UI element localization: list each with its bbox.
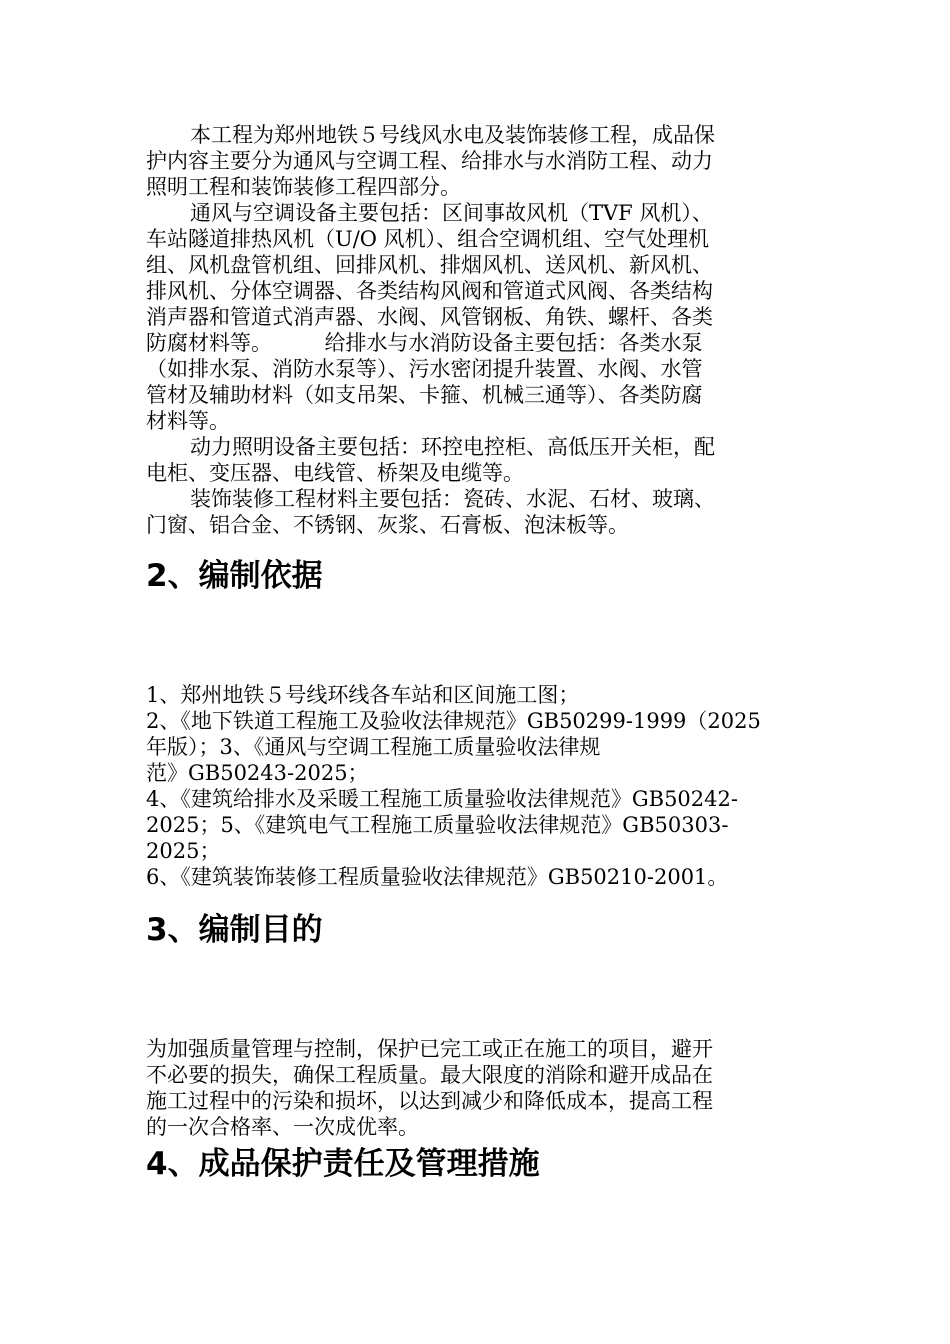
- intro-line: 动力照明设备主要包括：环控电控柜、高低压开关柜，配: [190, 435, 715, 459]
- purpose-line: 施工过程中的污染和损坏，以达到减少和降低成本，提高工程: [146, 1089, 713, 1113]
- intro-line: 管材及辅助材料（如支吊架、卡箍、机械三通等）、各类防腐: [146, 383, 703, 407]
- intro-line: 组、风机盘管机组、回排风机、排烟风机、送风机、新风机、: [146, 253, 713, 277]
- basis-line: 6、《建筑装饰装修工程质量验收法律规范》GB50210-2001。: [146, 865, 729, 889]
- section-heading-responsibility: 4、成品保护责任及管理措施: [146, 1146, 540, 1182]
- basis-line: 范》GB50243-2025；: [146, 761, 369, 785]
- basis-line: 4、《建筑给排水及采暖工程施工质量验收法律规范》GB50242-: [146, 787, 738, 811]
- intro-line: 消声器和管道式消声器、水阀、风管钢板、角铁、螺杆、各类: [146, 305, 713, 329]
- basis-line: 1、郑州地铁５号线环线各车站和区间施工图；: [146, 683, 580, 707]
- intro-line: 门窗、铝合金、不锈钢、灰浆、石膏板、泡沫板等。: [146, 513, 629, 537]
- intro-line: 排风机、分体空调器、各类结构风阀和管道式风阀、各类结构: [146, 279, 713, 303]
- section-heading-basis: 2、编制依据: [146, 558, 323, 594]
- basis-line: 2025；: [146, 839, 221, 863]
- intro-line: 防腐材料等。 给排水与水消防设备主要包括：各类水泵: [146, 331, 703, 355]
- intro-line: 照明工程和装饰装修工程四部分。: [146, 175, 461, 199]
- basis-line: 2025；5、《建筑电气工程施工质量验收法律规范》GB50303-: [146, 813, 729, 837]
- intro-line: 车站隧道排热风机（U/O 风机）、组合空调机组、空气处理机: [146, 227, 710, 251]
- section-heading-purpose: 3、编制目的: [146, 912, 323, 948]
- intro-line: （如排水泵、消防水泵等）、污水密闭提升装置、水阀、水管: [146, 357, 703, 381]
- intro-line: 电柜、变压器、电线管、桥架及电缆等。: [146, 461, 524, 485]
- intro-line: 通风与空调设备主要包括：区间事故风机（TVF 风机）、: [190, 201, 713, 225]
- intro-line: 材料等。: [146, 409, 230, 433]
- intro-line: 本工程为郑州地铁５号线风水电及装饰装修工程，成品保: [190, 123, 715, 147]
- intro-line: 护内容主要分为通风与空调工程、给排水与水消防工程、动力: [146, 149, 713, 173]
- purpose-line: 不必要的损失，确保工程质量。最大限度的消除和避开成品在: [146, 1063, 713, 1087]
- basis-line: 2、《地下铁道工程施工及验收法律规范》GB50299-1999（2025: [146, 709, 761, 733]
- purpose-line: 的一次合格率、一次成优率。: [146, 1115, 419, 1139]
- intro-line: 装饰装修工程材料主要包括：瓷砖、水泥、石材、玻璃、: [190, 487, 715, 511]
- purpose-line: 为加强质量管理与控制，保护已完工或正在施工的项目，避开: [146, 1037, 713, 1061]
- basis-line: 年版）；3、《通风与空调工程施工质量验收法律规: [146, 735, 601, 759]
